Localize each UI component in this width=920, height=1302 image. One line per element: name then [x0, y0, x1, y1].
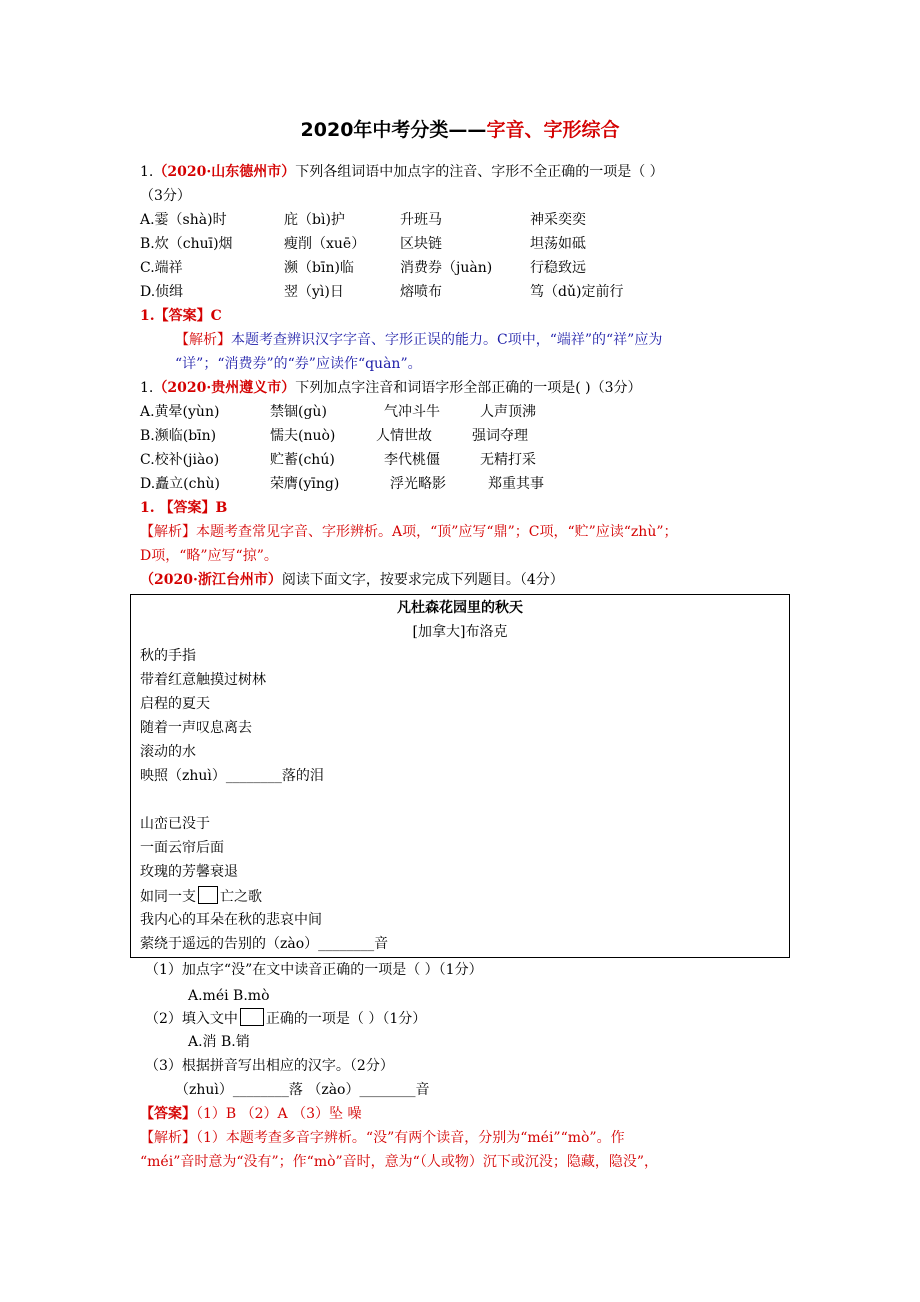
poem-line-12: 萦绕于遥远的告别的（zào）________音	[140, 936, 389, 952]
q2-option-a-1: A.黄晕(yùn)	[140, 404, 220, 420]
q3-sub2-a: （2）填入文中	[145, 1011, 238, 1027]
q1-text: 下列各组词语中加点字的注音、字形不全正确的一项是（ ）	[295, 164, 664, 180]
q2-option-a-4: 人声顶沸	[480, 404, 536, 420]
q2-analysis-line2: D项，“略”应写“掠”。	[140, 548, 278, 564]
q3-sub2-b: 正确的一项是（ ）（1分）	[265, 1011, 427, 1027]
q1-option-c-2: 濒（bīn)临	[284, 260, 354, 276]
q3-sub2-options: A.消 B.销	[188, 1034, 250, 1050]
q3-source: （2020·浙江台州市）	[140, 572, 282, 588]
poem-line-6: 映照（zhuì）________落的泪	[140, 768, 324, 784]
q2-option-c-4: 无精打采	[480, 452, 536, 468]
q1-score: （3分）	[140, 188, 191, 204]
q1-option-b-2: 瘦削（xuē）	[284, 236, 366, 252]
poem-line-10-b: 亡之歌	[220, 889, 262, 905]
poem-line-2: 带着红意触摸过树林	[140, 672, 266, 688]
q3-answer-tag: 【答案】	[140, 1106, 196, 1122]
q2-answer: 1. 【答案】B	[140, 500, 228, 516]
poem-title: 凡杜森花园里的秋天	[397, 600, 523, 616]
q2-option-c-3: 李代桃僵	[384, 452, 440, 468]
q3-analysis-line1: 【解析】（1）本题考查多音字辨析。“没”有两个读音，分别为“méi”“mò”。作	[140, 1130, 625, 1146]
q2-option-c-2: 贮蓄(chú)	[270, 452, 335, 468]
title-part2: 字音、字形综合	[486, 119, 620, 141]
q1-option-d-1: D.侦缉	[140, 284, 184, 300]
poem-line-11: 我内心的耳朵在秋的悲哀中间	[140, 912, 322, 928]
q1-analysis-line2: “详”；“消费券”的“券”应读作“quàn”。	[175, 356, 422, 372]
q3-text: 阅读下面文字，按要求完成下列题目。（4分）	[281, 572, 564, 588]
q2-option-b-3: 人情世故	[376, 428, 432, 444]
poem-line-4: 随着一声叹息离去	[140, 720, 252, 736]
title-part1: 2020年中考分类——	[300, 119, 487, 141]
q2-option-b-2: 懦夫(nuò)	[270, 428, 336, 444]
q2-option-d-3: 浮光略影	[390, 476, 446, 492]
q1-stem	[140, 162, 664, 182]
q1-analysis-tag: 【解析】	[175, 332, 231, 348]
q1-option-a-4: 神采奕奕	[530, 212, 586, 228]
q1-analysis-line1	[175, 330, 662, 350]
q1-option-b-4: 坦荡如砥	[530, 236, 586, 252]
q1-option-a-1: A.霎（shà)时	[140, 212, 227, 228]
poem-line-1: 秋的手指	[140, 648, 196, 664]
poem-line-10-a: 如同一支	[140, 889, 196, 905]
q1-option-c-1: C.端祥	[140, 260, 183, 276]
q1-option-b-1: B.炊（chuī)烟	[140, 236, 233, 252]
q3-analysis-line2: “méi”音时意为“没有”；作“mò”音时，意为“（人或物）沉下或沉没；隐藏，隐没”，	[140, 1154, 658, 1170]
q3-sub2	[145, 1008, 426, 1029]
q1-option-a-2: 庇（bì)护	[284, 212, 345, 228]
q3-stem	[140, 570, 564, 590]
poem-author: [加拿大]布洛克	[412, 624, 508, 640]
q1-option-b-3: 区块链	[400, 236, 442, 252]
q1-option-d-4: 笃（dǔ)定前行	[530, 284, 624, 300]
q2-option-d-1: D.矗立(chù)	[140, 476, 220, 492]
q2-source: （2020·贵州遵义市）	[153, 380, 296, 396]
poem-line-3: 启程的夏天	[140, 696, 210, 712]
q3-sub3: （3）根据拼音写出相应的汉字。（2分）	[145, 1058, 394, 1074]
q1-option-a-3: 升班马	[400, 212, 442, 228]
q2-analysis-line1: 【解析】本题考查常见字音、字形辨析。A项，“顶”应写“鼎”；C项，“贮”应读“zhù”；	[140, 524, 678, 540]
q2-option-a-3: 气冲斗牛	[384, 404, 440, 420]
page-title	[0, 120, 920, 140]
poem-line-7: 山峦已没于	[140, 816, 210, 832]
q2-text: 下列加点字注音和词语字形全部正确的一项是( )（3分）	[295, 380, 642, 396]
q2-option-c-1: C.校补(jiào)	[140, 452, 220, 468]
q2-option-b-1: B.濒临(bīn)	[140, 428, 217, 444]
poem-line-9: 玫瑰的芳馨衰退	[140, 864, 238, 880]
q3-sub1-options: A.méi B.mò	[188, 988, 270, 1004]
poem-line-8: 一面云帘后面	[140, 840, 224, 856]
q1-option-c-4: 行稳致远	[530, 260, 586, 276]
fill-blank-box	[198, 886, 218, 904]
q3-sub3-fill: （zhuì）________落 （zào）________音	[175, 1082, 430, 1098]
q3-sub1: （1）加点字“没”在文中读音正确的一项是（ ）（1分）	[145, 962, 483, 978]
q2-stem	[140, 378, 641, 398]
q1-answer: 1.【答案】C	[140, 308, 222, 324]
q2-option-d-2: 荣膺(yīng)	[270, 476, 340, 492]
q1-option-d-2: 翌（yì)日	[284, 284, 344, 300]
q2-option-d-4: 郑重其事	[488, 476, 544, 492]
q1-option-c-3: 消费券（juàn)	[400, 260, 493, 276]
q2-option-b-4: 强词夺理	[472, 428, 528, 444]
fill-blank-box-2	[240, 1008, 264, 1026]
q3-answer-body: （1）B （2）A （3）坠 噪	[196, 1106, 362, 1122]
q2-number: 1.	[140, 380, 154, 396]
poem-line-5: 滚动的水	[140, 744, 196, 760]
q3-answer	[140, 1104, 361, 1124]
q1-option-d-3: 熔喷布	[400, 284, 442, 300]
poem-line-10	[140, 886, 262, 907]
q2-option-a-2: 禁锢(gù)	[270, 404, 327, 420]
q1-number: 1.	[140, 164, 154, 180]
q1-source: （2020·山东德州市）	[153, 164, 296, 180]
q1-analysis-text: 本题考查辨识汉字字音、字形正误的能力。C项中，“端祥”的“祥”应为	[231, 332, 663, 348]
